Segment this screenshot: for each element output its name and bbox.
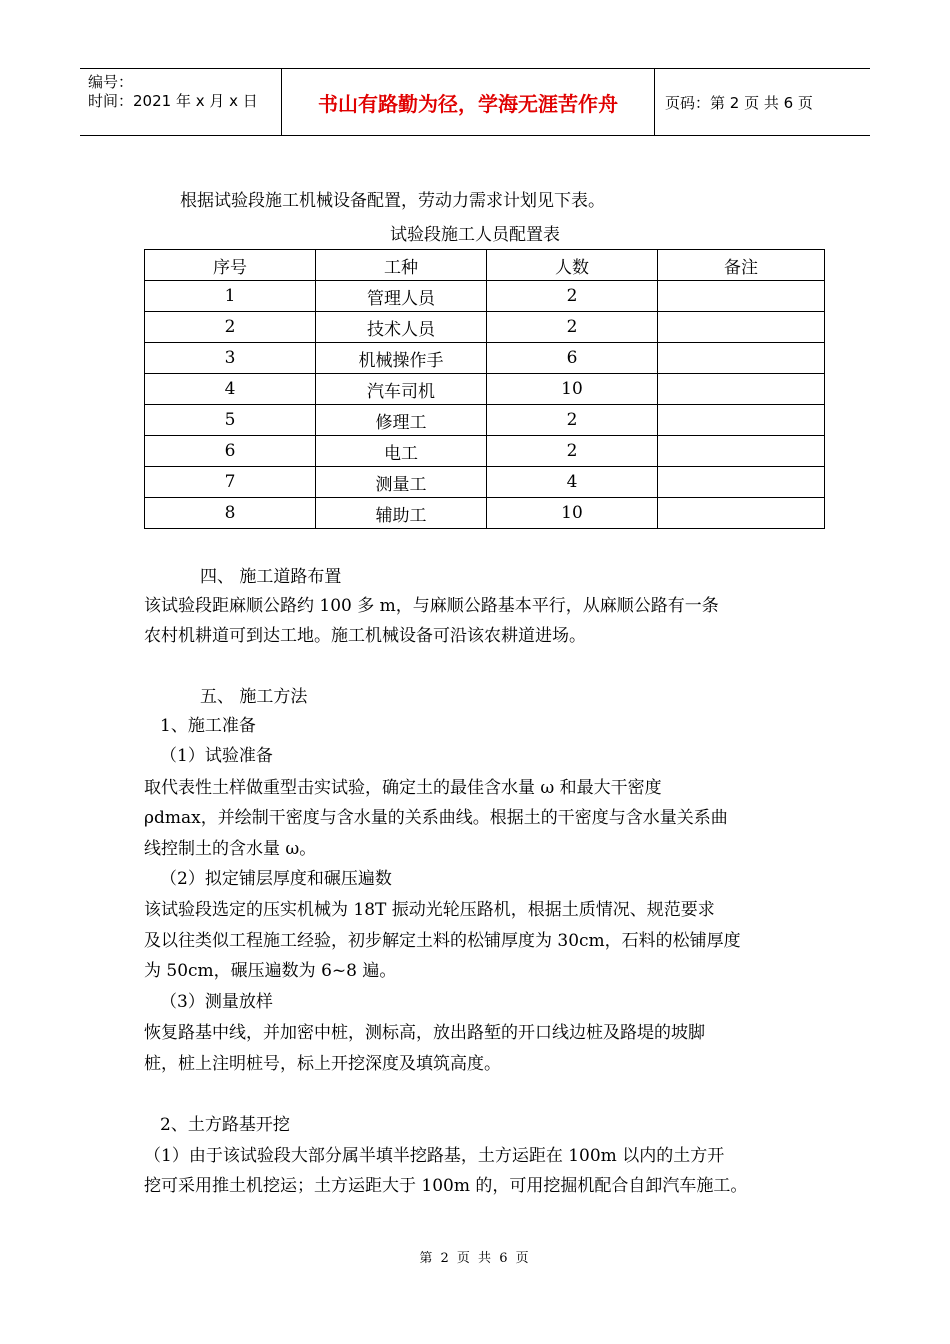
table-cell: 管理人员 xyxy=(316,281,487,312)
staff-table xyxy=(144,249,825,529)
subheading: （2）拟定铺层厚度和碾压遍数 xyxy=(160,869,392,889)
subheading: 1、施工准备 xyxy=(160,716,256,736)
table-header-cell: 人数 xyxy=(487,250,658,281)
intro-paragraph: 根据试验段施工机械设备配置，劳动力需求计划见下表。 xyxy=(180,191,605,211)
table-row xyxy=(145,312,825,343)
table-cell xyxy=(658,281,825,312)
table-cell: 2 xyxy=(487,436,658,467)
paragraph-line: ρdmax，并绘制干密度与含水量的关系曲线。根据土的干密度与含水量关系曲 xyxy=(144,808,728,828)
table-cell xyxy=(658,312,825,343)
table-cell xyxy=(658,374,825,405)
table-cell xyxy=(658,436,825,467)
subheading: （3）测量放样 xyxy=(160,992,273,1012)
paragraph-line: 线控制土的含水量 ω。 xyxy=(144,839,317,859)
table-row xyxy=(145,436,825,467)
subheading: 2、土方路基开挖 xyxy=(160,1115,290,1135)
table-cell: 6 xyxy=(145,436,316,467)
header-motto: 书山有路勤为径，学海无涯苦作舟 xyxy=(281,69,655,135)
table-cell: 技术人员 xyxy=(316,312,487,343)
table-cell: 4 xyxy=(145,374,316,405)
table-cell: 10 xyxy=(487,374,658,405)
table-cell: 汽车司机 xyxy=(316,374,487,405)
paragraph-line: （1）由于该试验段大部分属半填半挖路基，土方运距在 100m 以内的土方开 xyxy=(144,1146,725,1166)
page-footer: 第 2 页 共 6 页 xyxy=(419,1251,531,1266)
paragraph-line: 该试验段选定的压实机械为 18T 振动光轮压路机，根据土质情况、规范要求 xyxy=(144,900,715,920)
table-cell: 6 xyxy=(487,343,658,374)
table-cell: 修理工 xyxy=(316,405,487,436)
table-cell: 2 xyxy=(487,405,658,436)
header-page-info: 页码：第 2 页 共 6 页 xyxy=(665,93,813,112)
table-row xyxy=(145,374,825,405)
table-row xyxy=(145,343,825,374)
table-cell: 2 xyxy=(487,281,658,312)
table-cell xyxy=(658,467,825,498)
table-row xyxy=(145,498,825,529)
section4-line: 农村机耕道可到达工地。施工机械设备可沿该农耕道进场。 xyxy=(144,626,586,646)
section4-line: 该试验段距麻顺公路约 100 多 m，与麻顺公路基本平行，从麻顺公路有一条 xyxy=(144,596,719,616)
section-heading-4: 四、 施工道路布置 xyxy=(200,567,342,587)
paragraph-line: 取代表性土样做重型击实试验，确定土的最佳含水量 ω 和最大干密度 xyxy=(144,778,662,798)
table-cell: 7 xyxy=(145,467,316,498)
table-cell: 电工 xyxy=(316,436,487,467)
paragraph-line: 及以往类似工程施工经验，初步解定土料的松铺厚度为 30cm，石料的松铺厚度 xyxy=(144,931,741,951)
table-cell: 8 xyxy=(145,498,316,529)
paragraph-line: 挖可采用推土机挖运；土方运距大于 100m 的，可用挖掘机配合自卸汽车施工。 xyxy=(144,1176,748,1196)
table-header-cell: 工种 xyxy=(316,250,487,281)
table-caption: 试验段施工人员配置表 xyxy=(390,225,560,245)
table-cell: 5 xyxy=(145,405,316,436)
paragraph-line: 恢复路基中线，并加密中桩，测标高，放出路堑的开口线边桩及路堤的坡脚 xyxy=(144,1023,705,1043)
paragraph-line: 为 50cm，碾压遍数为 6~8 遍。 xyxy=(144,961,397,981)
table-cell: 4 xyxy=(487,467,658,498)
table-cell: 2 xyxy=(145,312,316,343)
table-cell: 1 xyxy=(145,281,316,312)
table-cell: 机械操作手 xyxy=(316,343,487,374)
table-cell: 测量工 xyxy=(316,467,487,498)
table-cell xyxy=(658,498,825,529)
header-meta xyxy=(80,69,281,135)
table-header-cell: 备注 xyxy=(658,250,825,281)
table-cell xyxy=(658,405,825,436)
document-number-label: 编号： xyxy=(88,73,134,91)
table-cell: 辅助工 xyxy=(316,498,487,529)
table-header-row xyxy=(145,250,825,281)
table-cell xyxy=(658,343,825,374)
table-cell: 2 xyxy=(487,312,658,343)
paragraph-line: 桩，桩上注明桩号，标上开挖深度及填筑高度。 xyxy=(144,1054,501,1074)
section-heading-5: 五、 施工方法 xyxy=(200,687,308,707)
table-header-cell: 序号 xyxy=(145,250,316,281)
document-time-label: 时间：2021 年 x 月 x 日 xyxy=(88,92,258,110)
table-row xyxy=(145,405,825,436)
subheading: （1）试验准备 xyxy=(160,746,273,766)
page-header xyxy=(80,68,870,136)
table-row xyxy=(145,467,825,498)
table-row xyxy=(145,281,825,312)
table-cell: 3 xyxy=(145,343,316,374)
table-cell: 10 xyxy=(487,498,658,529)
